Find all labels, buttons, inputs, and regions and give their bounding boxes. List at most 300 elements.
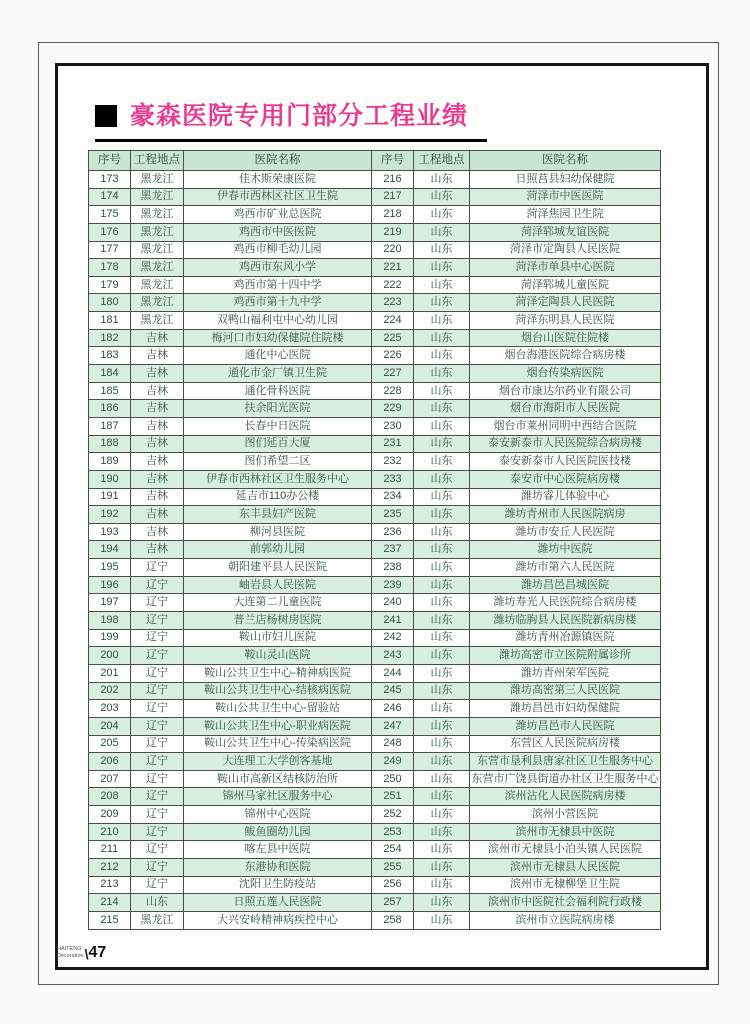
row-location-cell: 山东 (414, 629, 470, 647)
row-hospital-cell: 伊春市西林区社区卫生院 (184, 188, 372, 206)
row-hospital-cell: 菏泽市中医医院 (470, 188, 661, 206)
table-row (89, 453, 661, 471)
row-hospital-cell: 烟台海港医院综合病房楼 (470, 347, 661, 365)
row-hospital-cell: 潍坊青州荣军医院 (470, 664, 661, 682)
row-location-cell: 山东 (414, 470, 470, 488)
row-no-cell: 245 (372, 682, 414, 700)
row-hospital-cell: 滨州市中医院社会福利院行政楼 (470, 894, 661, 912)
row-hospital-cell: 潍坊昌邑昌城医院 (470, 576, 661, 594)
footer-brand (57, 946, 84, 960)
row-hospital-cell: 滨州市无棣县小泊头镇人民医院 (470, 841, 661, 859)
row-no-cell: 226 (372, 347, 414, 365)
row-location-cell: 辽宁 (131, 841, 184, 859)
footer-brand-line2: Decoration (57, 952, 84, 959)
row-no-cell: 184 (89, 365, 131, 383)
row-hospital-cell: 东营区人民医院病房楼 (470, 735, 661, 753)
table-row (89, 294, 661, 312)
row-location-cell: 辽宁 (131, 717, 184, 735)
row-hospital-cell: 东港协和医院 (184, 858, 372, 876)
table-row (89, 312, 661, 330)
table-row (89, 382, 661, 400)
row-no-cell: 215 (89, 911, 131, 929)
row-location-cell: 吉林 (131, 453, 184, 471)
table-row (89, 700, 661, 718)
table-row (89, 753, 661, 771)
row-no-cell: 241 (372, 612, 414, 630)
row-no-cell: 195 (89, 559, 131, 577)
row-no-cell: 246 (372, 700, 414, 718)
row-location-cell: 吉林 (131, 329, 184, 347)
row-location-cell: 山东 (414, 171, 470, 189)
row-hospital-cell: 烟台市康达尔药业有限公司 (470, 382, 661, 400)
table-row (89, 788, 661, 806)
row-hospital-cell: 滨州小营医院 (470, 806, 661, 824)
row-location-cell: 山东 (414, 876, 470, 894)
row-no-cell: 197 (89, 594, 131, 612)
row-hospital-cell: 滨州市无棣县人民医院 (470, 858, 661, 876)
row-hospital-cell: 双鸭山福利屯中心幼儿园 (184, 312, 372, 330)
table-row (89, 223, 661, 241)
row-no-cell: 204 (89, 717, 131, 735)
row-location-cell: 黑龙江 (131, 259, 184, 277)
row-location-cell: 山东 (414, 664, 470, 682)
row-location-cell: 黑龙江 (131, 223, 184, 241)
row-no-cell: 232 (372, 453, 414, 471)
row-hospital-cell: 潍坊睿儿体验中心 (470, 488, 661, 506)
row-no-cell: 180 (89, 294, 131, 312)
row-no-cell: 216 (372, 171, 414, 189)
table-row (89, 823, 661, 841)
table-row (89, 858, 661, 876)
row-location-cell: 山东 (414, 612, 470, 630)
row-no-cell: 249 (372, 753, 414, 771)
row-location-cell: 山东 (414, 841, 470, 859)
row-location-cell: 吉林 (131, 470, 184, 488)
row-location-cell: 辽宁 (131, 700, 184, 718)
row-no-cell: 218 (372, 206, 414, 224)
row-location-cell: 辽宁 (131, 858, 184, 876)
row-no-cell: 198 (89, 612, 131, 630)
row-hospital-cell: 图们延百大厦 (184, 435, 372, 453)
table-row (89, 682, 661, 700)
row-location-cell: 山东 (414, 206, 470, 224)
row-location-cell: 黑龙江 (131, 171, 184, 189)
row-location-cell: 山东 (414, 576, 470, 594)
row-no-cell: 206 (89, 753, 131, 771)
row-no-cell: 189 (89, 453, 131, 471)
row-location-cell: 辽宁 (131, 559, 184, 577)
row-hospital-cell: 普兰店杨树房医院 (184, 612, 372, 630)
table-row (89, 735, 661, 753)
header-hospital-left: 医院名称 (184, 151, 372, 171)
row-hospital-cell: 岫岩县人民医院 (184, 576, 372, 594)
row-location-cell: 山东 (414, 453, 470, 471)
row-hospital-cell: 大连第二儿童医院 (184, 594, 372, 612)
row-hospital-cell: 菏泽市定陶县人民医院 (470, 241, 661, 259)
row-location-cell: 辽宁 (131, 647, 184, 665)
row-hospital-cell: 滨州市无棣柳堡卫生院 (470, 876, 661, 894)
row-no-cell: 210 (89, 823, 131, 841)
footer (57, 944, 106, 962)
row-location-cell: 山东 (414, 294, 470, 312)
projects-table (88, 150, 661, 930)
row-no-cell: 252 (372, 806, 414, 824)
row-no-cell: 201 (89, 664, 131, 682)
header-no-left: 序号 (89, 151, 131, 171)
row-location-cell: 山东 (414, 682, 470, 700)
row-no-cell: 213 (89, 876, 131, 894)
row-no-cell: 192 (89, 506, 131, 524)
row-location-cell: 山东 (414, 329, 470, 347)
table-row (89, 841, 661, 859)
row-location-cell: 辽宁 (131, 770, 184, 788)
row-hospital-cell: 通化中心医院 (184, 347, 372, 365)
row-location-cell: 山东 (414, 241, 470, 259)
row-hospital-cell: 潍坊青州市人民医院病房 (470, 506, 661, 524)
table-row (89, 770, 661, 788)
row-no-cell: 193 (89, 523, 131, 541)
row-location-cell: 吉林 (131, 417, 184, 435)
table-row (89, 576, 661, 594)
row-no-cell: 225 (372, 329, 414, 347)
row-hospital-cell: 鞍山灵山医院 (184, 647, 372, 665)
row-hospital-cell: 朝阳建平县人民医院 (184, 559, 372, 577)
row-no-cell: 177 (89, 241, 131, 259)
row-no-cell: 258 (372, 911, 414, 929)
row-no-cell: 175 (89, 206, 131, 224)
row-hospital-cell: 鞍山公共卫生中心-职业病医院 (184, 717, 372, 735)
row-hospital-cell: 菏泽郓城友谊医院 (470, 223, 661, 241)
row-hospital-cell: 佳木斯荣康医院 (184, 171, 372, 189)
header-hospital-right: 医院名称 (470, 151, 661, 171)
row-location-cell: 黑龙江 (131, 206, 184, 224)
row-no-cell: 256 (372, 876, 414, 894)
row-no-cell: 212 (89, 858, 131, 876)
row-no-cell: 183 (89, 347, 131, 365)
row-no-cell: 222 (372, 276, 414, 294)
row-location-cell: 山东 (414, 700, 470, 718)
row-hospital-cell: 菏泽定陶县人民医院 (470, 294, 661, 312)
row-no-cell: 240 (372, 594, 414, 612)
row-no-cell: 217 (372, 188, 414, 206)
row-hospital-cell: 鞍山公共卫生中心-结核病医院 (184, 682, 372, 700)
row-no-cell: 234 (372, 488, 414, 506)
page-title-block (95, 96, 487, 142)
row-no-cell: 181 (89, 312, 131, 330)
table-row (89, 629, 661, 647)
row-hospital-cell: 泰安市中心医院病房楼 (470, 470, 661, 488)
row-no-cell: 247 (372, 717, 414, 735)
row-location-cell: 吉林 (131, 400, 184, 418)
row-no-cell: 209 (89, 806, 131, 824)
row-location-cell: 辽宁 (131, 594, 184, 612)
row-hospital-cell: 烟台传染病医院 (470, 365, 661, 383)
row-no-cell: 214 (89, 894, 131, 912)
table-row (89, 876, 661, 894)
table-row (89, 276, 661, 294)
row-no-cell: 188 (89, 435, 131, 453)
row-hospital-cell: 锦州马家社区服务中心 (184, 788, 372, 806)
row-hospital-cell: 东丰县妇产医院 (184, 506, 372, 524)
table-row (89, 806, 661, 824)
row-location-cell: 辽宁 (131, 876, 184, 894)
row-no-cell: 182 (89, 329, 131, 347)
row-no-cell: 242 (372, 629, 414, 647)
row-hospital-cell: 菏泽焦园卫生院 (470, 206, 661, 224)
table-row (89, 523, 661, 541)
row-no-cell: 196 (89, 576, 131, 594)
row-no-cell: 231 (372, 435, 414, 453)
row-no-cell: 178 (89, 259, 131, 277)
row-no-cell: 174 (89, 188, 131, 206)
row-location-cell: 山东 (414, 894, 470, 912)
row-hospital-cell: 通化骨科医院 (184, 382, 372, 400)
row-location-cell: 山东 (414, 735, 470, 753)
row-location-cell: 山东 (414, 435, 470, 453)
row-location-cell: 辽宁 (131, 823, 184, 841)
row-hospital-cell: 菏泽东明县人民医院 (470, 312, 661, 330)
row-location-cell: 山东 (414, 365, 470, 383)
row-location-cell: 山东 (414, 312, 470, 330)
row-location-cell: 黑龙江 (131, 188, 184, 206)
row-location-cell: 辽宁 (131, 806, 184, 824)
row-hospital-cell: 潍坊中医院 (470, 541, 661, 559)
row-hospital-cell: 鸡西市矿业总医院 (184, 206, 372, 224)
row-hospital-cell: 长春中日医院 (184, 417, 372, 435)
row-hospital-cell: 扶余阳光医院 (184, 400, 372, 418)
row-location-cell: 山东 (414, 259, 470, 277)
row-location-cell: 山东 (414, 717, 470, 735)
row-hospital-cell: 鞍山公共卫生中心-精神病医院 (184, 664, 372, 682)
row-location-cell: 山东 (414, 400, 470, 418)
row-no-cell: 176 (89, 223, 131, 241)
row-hospital-cell: 鞍山公共卫生中心-留验站 (184, 700, 372, 718)
footer-slash: \ (84, 946, 89, 962)
row-no-cell: 238 (372, 559, 414, 577)
table-row (89, 541, 661, 559)
row-no-cell: 208 (89, 788, 131, 806)
row-hospital-cell: 鸡西市柳毛幼儿园 (184, 241, 372, 259)
row-no-cell: 253 (372, 823, 414, 841)
table-row (89, 400, 661, 418)
row-no-cell: 200 (89, 647, 131, 665)
table-row (89, 612, 661, 630)
row-hospital-cell: 滨州沾化人民医院病房楼 (470, 788, 661, 806)
row-no-cell: 255 (372, 858, 414, 876)
row-location-cell: 黑龙江 (131, 911, 184, 929)
row-hospital-cell: 鲅鱼圈幼儿园 (184, 823, 372, 841)
row-hospital-cell: 大连理工大学创客基地 (184, 753, 372, 771)
row-no-cell: 229 (372, 400, 414, 418)
row-location-cell: 山东 (414, 559, 470, 577)
row-hospital-cell: 烟台市莱州同明中西结合医院 (470, 417, 661, 435)
row-location-cell: 山东 (414, 417, 470, 435)
row-hospital-cell: 延吉市110办公楼 (184, 488, 372, 506)
row-location-cell: 吉林 (131, 347, 184, 365)
row-no-cell: 220 (372, 241, 414, 259)
row-hospital-cell: 东营市广饶县街道办社区卫生服务中心 (470, 770, 661, 788)
row-hospital-cell: 潍坊市第六人民医院 (470, 559, 661, 577)
row-no-cell: 205 (89, 735, 131, 753)
row-no-cell: 185 (89, 382, 131, 400)
table-row (89, 329, 661, 347)
row-location-cell: 山东 (414, 347, 470, 365)
row-location-cell: 黑龙江 (131, 294, 184, 312)
row-hospital-cell: 前郭幼儿园 (184, 541, 372, 559)
row-hospital-cell: 日照五莲人民医院 (184, 894, 372, 912)
row-no-cell: 221 (372, 259, 414, 277)
row-hospital-cell: 潍坊市安丘人民医院 (470, 523, 661, 541)
row-no-cell: 199 (89, 629, 131, 647)
row-no-cell: 190 (89, 470, 131, 488)
table-row (89, 206, 661, 224)
table-row (89, 470, 661, 488)
table-row (89, 365, 661, 383)
row-location-cell: 辽宁 (131, 664, 184, 682)
row-location-cell: 山东 (414, 806, 470, 824)
row-hospital-cell: 潍坊昌邑市妇幼保健院 (470, 700, 661, 718)
page-title: 豪森医院专用门部分工程业绩 (130, 102, 469, 130)
row-no-cell: 227 (372, 365, 414, 383)
row-hospital-cell: 潍坊昌邑市人民医院 (470, 717, 661, 735)
table-row (89, 506, 661, 524)
row-location-cell: 吉林 (131, 488, 184, 506)
table-row (89, 435, 661, 453)
table-row (89, 188, 661, 206)
title-bullet-square (95, 105, 117, 127)
row-hospital-cell: 鸡西市中医医院 (184, 223, 372, 241)
table-row (89, 717, 661, 735)
row-hospital-cell: 鞍山市妇儿医院 (184, 629, 372, 647)
row-location-cell: 辽宁 (131, 753, 184, 771)
row-hospital-cell: 鞍山公共卫生中心-传染病医院 (184, 735, 372, 753)
row-hospital-cell: 日照莒县妇幼保健院 (470, 171, 661, 189)
row-location-cell: 山东 (414, 858, 470, 876)
row-no-cell: 173 (89, 171, 131, 189)
row-hospital-cell: 滨州市无棣县中医院 (470, 823, 661, 841)
row-location-cell: 辽宁 (131, 576, 184, 594)
row-no-cell: 179 (89, 276, 131, 294)
table-body (89, 171, 661, 930)
row-no-cell: 202 (89, 682, 131, 700)
row-no-cell: 236 (372, 523, 414, 541)
row-hospital-cell: 伊春市西林社区卫生服务中心 (184, 470, 372, 488)
row-no-cell: 230 (372, 417, 414, 435)
row-no-cell: 187 (89, 417, 131, 435)
row-no-cell: 203 (89, 700, 131, 718)
row-hospital-cell: 柳河县医院 (184, 523, 372, 541)
header-no-right: 序号 (372, 151, 414, 171)
row-hospital-cell: 泰安新泰市人民医院综合病房楼 (470, 435, 661, 453)
row-hospital-cell: 滨州市立医院病房楼 (470, 911, 661, 929)
page-number: 47 (88, 944, 107, 961)
row-hospital-cell: 大兴安岭精神病疾控中心 (184, 911, 372, 929)
row-location-cell: 吉林 (131, 435, 184, 453)
table-row (89, 488, 661, 506)
row-location-cell: 山东 (414, 488, 470, 506)
row-hospital-cell: 菏泽郓城儿童医院 (470, 276, 661, 294)
row-location-cell: 山东 (414, 276, 470, 294)
row-location-cell: 山东 (414, 223, 470, 241)
row-no-cell: 243 (372, 647, 414, 665)
table-header-row (89, 151, 661, 171)
row-hospital-cell: 潍坊高密第三人民医院 (470, 682, 661, 700)
row-hospital-cell: 鸡西市第十四中学 (184, 276, 372, 294)
row-no-cell: 194 (89, 541, 131, 559)
row-hospital-cell: 潍坊寿光人民医院综合病房楼 (470, 594, 661, 612)
row-location-cell: 山东 (414, 506, 470, 524)
row-hospital-cell: 锦州中心医院 (184, 806, 372, 824)
row-no-cell: 257 (372, 894, 414, 912)
row-location-cell: 黑龙江 (131, 241, 184, 259)
row-no-cell: 191 (89, 488, 131, 506)
row-no-cell: 237 (372, 541, 414, 559)
row-no-cell: 248 (372, 735, 414, 753)
table-row (89, 911, 661, 929)
table-row (89, 894, 661, 912)
row-no-cell: 250 (372, 770, 414, 788)
row-location-cell: 吉林 (131, 523, 184, 541)
row-hospital-cell: 沈阳卫生防疫站 (184, 876, 372, 894)
row-no-cell: 219 (372, 223, 414, 241)
row-hospital-cell: 潍坊临朐县人民医院新病房楼 (470, 612, 661, 630)
row-location-cell: 山东 (414, 188, 470, 206)
row-no-cell: 251 (372, 788, 414, 806)
row-location-cell: 吉林 (131, 506, 184, 524)
row-no-cell: 239 (372, 576, 414, 594)
header-location-left: 工程地点 (131, 151, 184, 171)
row-location-cell: 辽宁 (131, 629, 184, 647)
row-no-cell: 186 (89, 400, 131, 418)
row-location-cell: 辽宁 (131, 788, 184, 806)
row-location-cell: 黑龙江 (131, 276, 184, 294)
row-hospital-cell: 潍坊青州冶源镇医院 (470, 629, 661, 647)
row-hospital-cell: 泰安新泰市人民医院医技楼 (470, 453, 661, 471)
row-hospital-cell: 鞍山市高新区结核防治所 (184, 770, 372, 788)
row-location-cell: 山东 (414, 541, 470, 559)
row-hospital-cell: 烟台山医院住院楼 (470, 329, 661, 347)
row-location-cell: 山东 (414, 788, 470, 806)
table-row (89, 559, 661, 577)
table-row (89, 241, 661, 259)
table-row (89, 664, 661, 682)
row-location-cell: 山东 (414, 382, 470, 400)
row-hospital-cell: 菏泽市单县中心医院 (470, 259, 661, 277)
row-location-cell: 辽宁 (131, 682, 184, 700)
table-row (89, 647, 661, 665)
table-row (89, 171, 661, 189)
row-location-cell: 山东 (414, 594, 470, 612)
row-hospital-cell: 图们希望二区 (184, 453, 372, 471)
row-hospital-cell: 烟台市海阳市人民医院 (470, 400, 661, 418)
row-no-cell: 233 (372, 470, 414, 488)
row-no-cell: 207 (89, 770, 131, 788)
row-location-cell: 吉林 (131, 382, 184, 400)
row-hospital-cell: 潍坊高密市立医院附属诊所 (470, 647, 661, 665)
row-hospital-cell: 鸡西市东风小学 (184, 259, 372, 277)
row-no-cell: 228 (372, 382, 414, 400)
row-location-cell: 山东 (414, 523, 470, 541)
row-location-cell: 黑龙江 (131, 312, 184, 330)
table-row (89, 417, 661, 435)
row-location-cell: 山东 (131, 894, 184, 912)
row-location-cell: 辽宁 (131, 612, 184, 630)
row-hospital-cell: 梅河口市妇幼保健院住院楼 (184, 329, 372, 347)
row-no-cell: 244 (372, 664, 414, 682)
row-location-cell: 辽宁 (131, 735, 184, 753)
row-hospital-cell: 喀左县中医院 (184, 841, 372, 859)
row-location-cell: 山东 (414, 823, 470, 841)
